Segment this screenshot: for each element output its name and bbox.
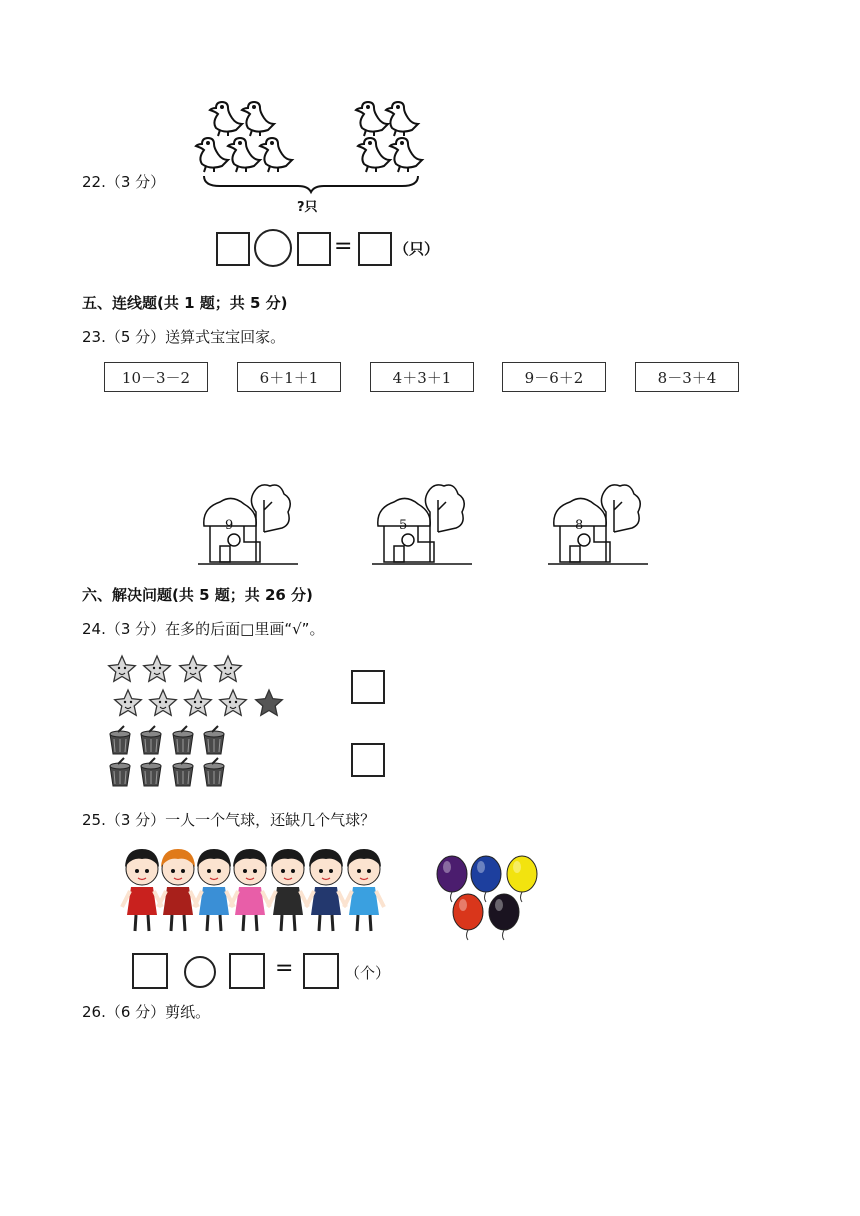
expression-card-1[interactable]: 10－3－2 [104, 362, 208, 392]
duck-icon [210, 102, 242, 136]
duck-icon [356, 102, 388, 136]
q22-equal-sign: = [334, 234, 353, 259]
balloon-icon [471, 856, 501, 902]
expression-card-4[interactable]: 9－6＋2 [502, 362, 606, 392]
q22-label: 22.（3 分） [82, 173, 166, 191]
stars-buckets-illustration [100, 650, 300, 795]
q22-operator-circle[interactable] [254, 229, 292, 267]
child-icon [268, 849, 308, 931]
buckets-check-box[interactable] [351, 743, 385, 777]
child-icon [344, 849, 384, 931]
house-number: 9 [225, 518, 234, 533]
bucket-icon [141, 758, 161, 786]
q25-equal-sign: = [275, 956, 294, 981]
q25-answer-box-1[interactable] [132, 953, 168, 989]
duck-icon [386, 102, 418, 136]
balloons-illustration [432, 850, 542, 942]
star-group [109, 656, 283, 715]
bucket-icon [173, 726, 193, 754]
duck-icon [228, 138, 260, 172]
house-1[interactable] [198, 482, 298, 568]
star-icon [215, 656, 242, 681]
q22-answer-box-3[interactable] [358, 232, 392, 266]
house-number: 5 [399, 518, 408, 533]
house-3[interactable] [548, 482, 648, 568]
section-5-title: 五、连线题(共 1 题；共 5 分) [82, 294, 288, 312]
expression-card-5[interactable]: 8－3＋4 [635, 362, 739, 392]
q25-answer-box-3[interactable] [303, 953, 339, 989]
balloon-icon [453, 894, 483, 940]
house-icon [548, 482, 648, 568]
q25-label: 25.（3 分）一人一个气球，还缺几个气球？ [82, 811, 376, 829]
duck-icon [358, 138, 390, 172]
expression-card-3[interactable]: 4＋3＋1 [370, 362, 474, 392]
q22-answer-box-1[interactable] [216, 232, 250, 266]
child-icon [230, 849, 270, 931]
balloon-icon [489, 894, 519, 940]
house-icon [372, 482, 472, 568]
q22-unit: （只） [394, 240, 440, 258]
star-icon [256, 690, 283, 715]
section-6-title: 六、解决问题(共 5 题；共 26 分) [82, 586, 313, 604]
child-icon [306, 849, 346, 931]
star-icon [185, 690, 212, 715]
q25-unit: （个） [345, 964, 391, 982]
child-icon [122, 849, 162, 931]
child-icon [194, 849, 234, 931]
expression-card-2[interactable]: 6＋1＋1 [237, 362, 341, 392]
bucket-icon [141, 726, 161, 754]
duck-icon [242, 102, 274, 136]
duck-group [196, 102, 422, 172]
question-mark-label: ?只 [297, 200, 318, 215]
bucket-icon [204, 758, 224, 786]
children-illustration [118, 845, 393, 937]
duck-icon [260, 138, 292, 172]
bucket-icon [110, 758, 130, 786]
q25-answer-box-2[interactable] [229, 953, 265, 989]
q26-label: 26.（6 分）剪纸。 [82, 1003, 211, 1021]
star-icon [115, 690, 142, 715]
star-icon [144, 656, 171, 681]
q23-label: 23.（5 分）送算式宝宝回家。 [82, 328, 286, 346]
star-icon [180, 656, 207, 681]
bucket-icon [110, 726, 130, 754]
house-number: 8 [575, 518, 584, 533]
house-icon [198, 482, 298, 568]
children-group [122, 849, 384, 931]
duck-icon [196, 138, 228, 172]
q24-label: 24.（3 分）在多的后面□里画“√”。 [82, 620, 325, 638]
duck-icon [390, 138, 422, 172]
bucket-group [110, 726, 224, 786]
q22-answer-box-2[interactable] [297, 232, 331, 266]
star-icon [220, 690, 247, 715]
balloon-icon [507, 856, 537, 902]
star-icon [150, 690, 177, 715]
bucket-icon [173, 758, 193, 786]
balloon-group [437, 856, 537, 940]
duck-illustration [190, 92, 450, 214]
house-2[interactable] [372, 482, 472, 568]
bucket-icon [204, 726, 224, 754]
brace [204, 176, 418, 192]
child-icon [158, 849, 198, 931]
stars-check-box[interactable] [351, 670, 385, 704]
q25-operator-circle[interactable] [184, 956, 216, 988]
star-icon [109, 656, 136, 681]
